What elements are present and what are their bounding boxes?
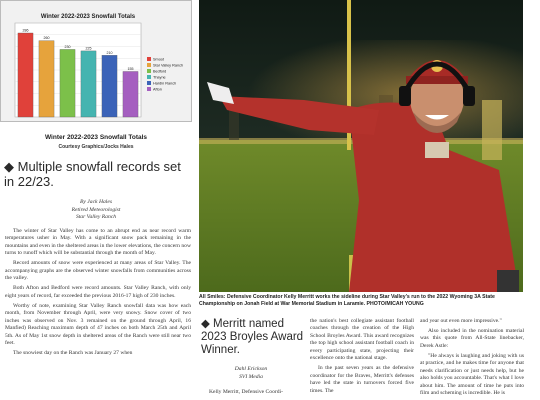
article-body-broyles-col1 xyxy=(201,389,301,399)
byline-author: By Jack Hales xyxy=(80,199,112,205)
paragraph: The winter of Star Valley has come to an abrupt end as near record warm temperatures usher in May. With a significant snow pack remaining in the mountains and even in the sheltered areas in the lower elevations, the concern now turns to runoff which will be substantial through the month of May. xyxy=(5,228,191,257)
article-body-broyles-col3 xyxy=(420,318,524,400)
legend-swatch xyxy=(147,75,151,79)
paragraph: The snowiest day on the Ranch was January 27 when xyxy=(13,350,133,357)
chart-data-label: 155 xyxy=(127,66,134,71)
byline-author: Dahl Erickson xyxy=(234,366,268,372)
article-headline-snowfall: ◆ Multiple snowfall records set in 22/23. xyxy=(4,159,181,189)
legend-swatch xyxy=(147,87,151,91)
article-byline-broyles xyxy=(199,366,303,381)
chart-data-label: 230 xyxy=(64,44,71,49)
paragraph: the nation's best collegiate assistant football coaches through the creation of the High School Broyles Award. This award recognizes the top high school assistant football coach in every participating state, projecting their excellence onto the national stage. xyxy=(310,318,414,362)
legend-label: Thayne xyxy=(153,75,166,80)
byline-organization: SVI Media xyxy=(239,373,263,380)
legend-label: Hardin Ranch xyxy=(153,81,177,86)
legend-label: Afton xyxy=(153,87,162,92)
legend-swatch xyxy=(147,57,151,61)
chart-data-label: 286 xyxy=(22,28,29,33)
chart-bar xyxy=(39,41,54,117)
coach-photo xyxy=(199,0,523,292)
chart-title: Winter 2022-2023 Snowfall Totals xyxy=(40,14,136,20)
chart-data-label: 210 xyxy=(106,50,113,55)
legend-swatch xyxy=(147,81,151,85)
legend-swatch xyxy=(147,63,151,67)
paragraph: "He always is laughing and joking with us at practice, and he makes time for anyone that needs clarification or just needs help, but he also holds you accountable. That's what I love about him. The amount of time he puts into film and scheming is incredible. He is xyxy=(420,352,524,397)
chart-bar xyxy=(18,33,33,117)
chart-bar xyxy=(123,71,138,117)
coach-photo-image xyxy=(199,0,523,292)
chart-data-label: 225 xyxy=(85,46,92,51)
chart-bar xyxy=(81,51,96,117)
snowfall-chart xyxy=(0,0,192,122)
legend-label: Smoot xyxy=(153,57,164,62)
byline-location: Star Valley Ranch xyxy=(75,214,117,221)
chart-bar xyxy=(60,49,75,117)
paragraph: In the past seven years as the defensive coordinator for the Braves, Merritt's defenses have led the state in turnovers forced five times. The xyxy=(310,365,414,394)
legend-label: Bedford xyxy=(153,69,167,74)
article-body-snowfall xyxy=(5,228,191,360)
legend-swatch xyxy=(147,69,151,73)
chart-bar xyxy=(102,55,117,117)
paragraph: Record amounts of snow were experienced at many areas of Star Valley. The accompanying graphs are the observed winter snowfalls from communities across the valley. xyxy=(5,260,191,282)
chart-caption-credit: Courtesy Graphics/Jocks Hales xyxy=(58,144,134,150)
chart-caption-title: Winter 2022-2023 Snowfall Totals xyxy=(44,134,148,141)
legend-label: Star Valley Ranch xyxy=(153,63,184,68)
snowfall-chart-svg xyxy=(1,1,193,123)
paragraph: Both Afton and Bedford were record amounts. Star Valley Ranch, with only eight years of record, far exceeded the previous 2016-17 high of 230 inches. xyxy=(5,285,191,299)
article-byline-snowfall xyxy=(0,199,192,222)
paragraph: Also included in the nomination material was this quote from All-State linebacker, Derek Astle: xyxy=(420,327,524,349)
article-headline-broyles: ◆ Merritt named 2023 Broyles Award Winner. xyxy=(201,318,304,356)
chart-data-label: 260 xyxy=(43,36,50,41)
paragraph: Kelly Merritt, Defensive Coordi- xyxy=(209,389,283,395)
byline-title: Retired Meteorologist xyxy=(71,206,121,213)
paragraph: and year out even more impressive." xyxy=(420,318,502,324)
article-body-broyles-col2 xyxy=(310,318,414,398)
photo-caption: All Smiles: Defensive Coordinator Kelly Merritt works the sideline during Star Valley's run to the 2022 Wyoming 3A State Championship on Jonah Field at War Memorial Stadium in Laramie. PHOTO/MICAH YOUNG xyxy=(199,294,495,307)
paragraph: Worthy of note, examining Star Valley Ranch snowfall data was how each month, from November through April, were very snowy. Snow cover of two inches was observed on Nov. 3 remained on the ground through April, 16 Manfied) Reaching maximum depth of 47 inches on both March 25th and April 5th. As of May 1st snow depth in sheltered areas of the Ranch were still near two feet. xyxy=(5,302,191,347)
